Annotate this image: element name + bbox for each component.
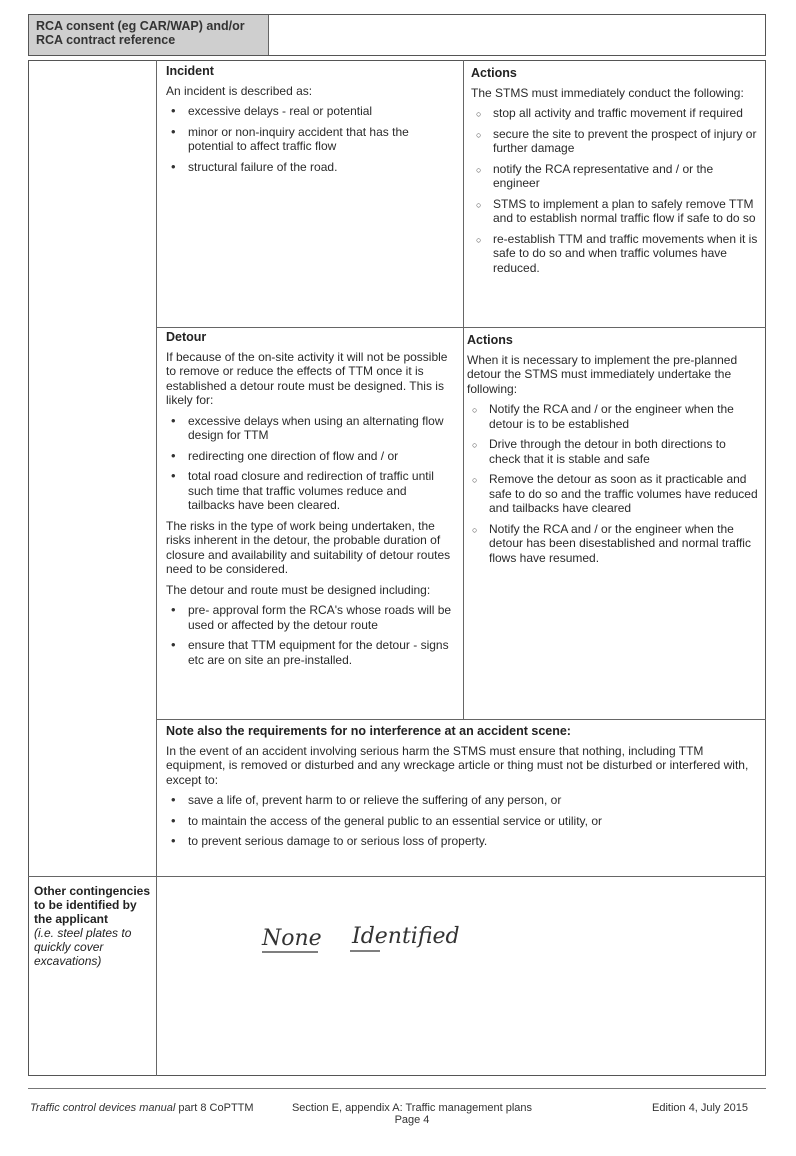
accident-title: Note also the requirements for no interference at an accident scene: <box>166 724 571 738</box>
list-item: • excessive delays when using an alternating flow design for TTM <box>166 414 456 443</box>
list-item: ○ notify the RCA representative and / or the engineer <box>471 162 761 191</box>
consent-reference-row <box>28 14 766 56</box>
middle-column-divider <box>463 60 464 720</box>
detour-accident-divider <box>156 719 766 720</box>
incident-actions-intro: The STMS must immediately conduct the following: <box>471 85 744 100</box>
list-item: • total road closure and redirection of traffic until such time that traffic volumes reduce and tailbacks have been cleared. <box>166 469 456 513</box>
list-item: ○ STMS to implement a plan to safely remove TTM and to establish normal traffic flow if safe to do so <box>471 197 761 226</box>
detour-section <box>166 330 456 673</box>
left-column-divider <box>156 60 157 1076</box>
page-number: Page 4 <box>394 1114 430 1126</box>
consent-reference-label: RCA consent (eg CAR/WAP) and/or RCA contract reference <box>29 15 269 55</box>
handwritten-word-none: None <box>262 926 322 951</box>
handwritten-word-identified: Identified <box>352 924 460 949</box>
footer-edition: Edition 4, July 2015 <box>652 1102 749 1114</box>
list-item: ○ Remove the detour as soon as it practicable and safe to do so and the traffic volumes have reduced and tailbacks have cleared <box>467 472 759 516</box>
contingencies-label: Other contingencies to be identified by the applicant (i.e. steel plates to quickly cover excavations) <box>34 884 151 968</box>
detour-design-intro: The detour and route must be designed including: <box>166 582 431 597</box>
detour-design-list <box>166 603 456 667</box>
list-item: • pre- approval form the RCA's whose roads will be used or affected by the detour route <box>166 603 456 632</box>
handwriting-underline-icon <box>262 924 522 964</box>
detour-title: Detour <box>166 330 207 344</box>
list-item: ○ Notify the RCA and / or the engineer when the detour is to be established <box>467 402 759 431</box>
incident-detour-divider <box>156 327 766 328</box>
list-item: ○ re-establish TTM and traffic movements when it is safe to do so and when traffic volumes have reduced. <box>471 232 761 276</box>
footer-rule <box>28 1088 766 1089</box>
list-item: ○ secure the site to prevent the prospect of injury or further damage <box>471 127 761 156</box>
footer-section: Section E, appendix A: Traffic management plans Page 4 <box>282 1102 542 1126</box>
detour-actions-intro: When it is necessary to implement the pre-planned detour the STMS must immediately undertake the following: <box>467 352 738 396</box>
handwritten-response <box>262 924 522 964</box>
list-item: • excessive delays - real or potential <box>166 104 456 119</box>
incident-actions-section <box>471 66 761 281</box>
incident-title: Incident <box>166 64 214 78</box>
detour-actions-title: Actions <box>467 333 513 347</box>
incident-actions-title: Actions <box>471 66 517 80</box>
list-item: • to prevent serious damage to or serious loss of property. <box>166 834 760 849</box>
list-item: ○ stop all activity and traffic movement if required <box>471 106 761 121</box>
footer-manual: Traffic control devices manual part 8 CoPTTM <box>30 1102 254 1114</box>
list-item: ○ Drive through the detour in both directions to check that it is stable and safe <box>467 437 759 466</box>
accident-intro: In the event of an accident involving serious harm the STMS must ensure that nothing, including TTM equipment, is removed or disturbed and any wreckage article or thing must not be disturbed or interfered with, except to: <box>166 743 749 787</box>
list-item: ○ Notify the RCA and / or the engineer when the detour has been disestablished and normal traffic flows have resumed. <box>467 522 759 566</box>
detour-actions-section <box>467 333 759 571</box>
accident-list <box>166 793 760 849</box>
detour-list <box>166 414 456 513</box>
list-item: • ensure that TTM equipment for the detour - signs etc are on site an pre-installed. <box>166 638 456 667</box>
detour-intro: If because of the on-site activity it will not be possible to remove or reduce the effects of TTM once it is established a detour route must be designed. This is likely for: <box>166 349 448 407</box>
detour-risks: The risks in the type of work being undertaken, the risks inherent in the detour, the probable duration of closure and availability and suitability of detour routes need to be considered. <box>166 518 451 576</box>
incident-list <box>166 104 456 174</box>
list-item: • structural failure of the road. <box>166 160 456 175</box>
list-item: • minor or non-inquiry accident that has the potential to affect traffic flow <box>166 125 456 154</box>
incident-intro: An incident is described as: <box>166 83 313 98</box>
detour-actions-list <box>467 402 759 565</box>
incident-actions-list <box>471 106 761 275</box>
list-item: • redirecting one direction of flow and / or <box>166 449 456 464</box>
accident-section <box>166 724 760 855</box>
contingencies-divider <box>28 876 766 877</box>
incident-section <box>166 64 456 180</box>
list-item: • save a life of, prevent harm to or relieve the suffering of any person, or <box>166 793 760 808</box>
list-item: • to maintain the access of the general public to an essential service or utility, or <box>166 814 760 829</box>
